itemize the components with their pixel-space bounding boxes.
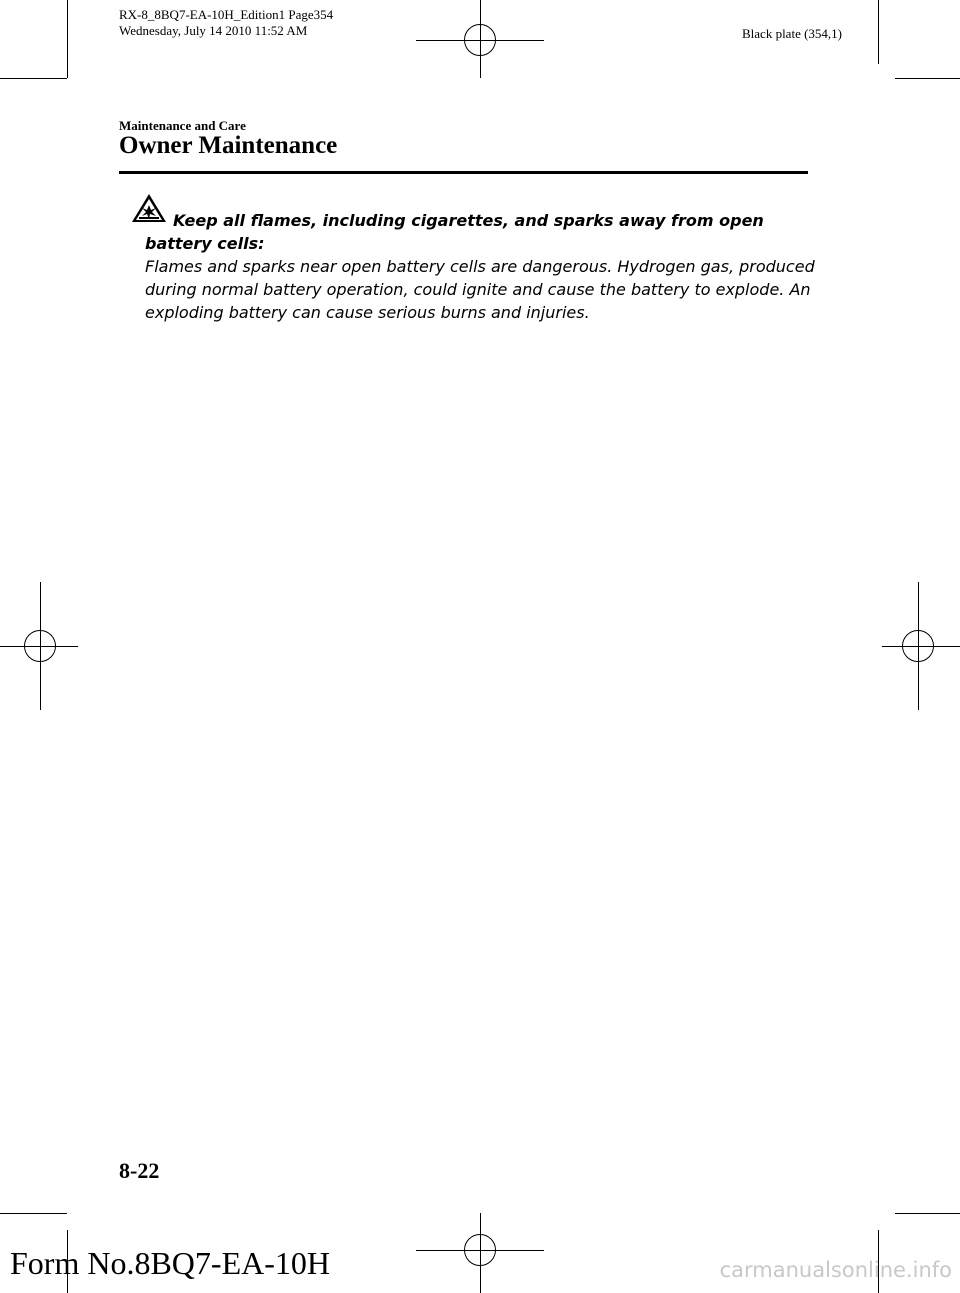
crop-mark-top-left-h bbox=[0, 78, 67, 79]
watermark: carmanualsonline.info bbox=[719, 1258, 952, 1282]
plate-meta-line1: RX-8_8BQ7-EA-10H_Edition1 Page354 bbox=[119, 7, 334, 22]
page-number: 8-22 bbox=[119, 1158, 160, 1183]
plate-info: Black plate (354,1) bbox=[742, 26, 842, 41]
page-title: Owner Maintenance bbox=[119, 132, 338, 159]
plate-meta bbox=[119, 7, 333, 39]
warning-heading: Keep all flames, including cigarettes, and sparks away from open battery cells: bbox=[145, 211, 764, 253]
crop-mark-top-right-v bbox=[878, 0, 879, 64]
crop-mark-top-right-h bbox=[895, 78, 960, 79]
registration-mark-left-circle bbox=[24, 630, 56, 662]
crop-mark-bottom-left-h bbox=[0, 1213, 67, 1214]
registration-mark-top-circle bbox=[464, 24, 496, 56]
warning-block bbox=[145, 209, 815, 324]
form-number: Form No.8BQ7-EA-10H bbox=[10, 1245, 330, 1281]
registration-mark-right-circle bbox=[902, 630, 934, 662]
plate-meta-line2: Wednesday, July 14 2010 11:52 AM bbox=[119, 23, 308, 38]
registration-mark-bottom-circle bbox=[464, 1234, 496, 1266]
crop-mark-top-left-v bbox=[67, 0, 68, 78]
crop-mark-bottom-right-h bbox=[895, 1213, 960, 1214]
warning-body: Flames and sparks near open battery cells are dangerous. Hydrogen gas, produced during normal battery operation, could ignite and cause the battery to explode. An exploding battery can cause serious burns and injuries. bbox=[145, 257, 815, 322]
title-rule bbox=[119, 171, 808, 174]
section-label: Maintenance and Care bbox=[119, 118, 246, 133]
